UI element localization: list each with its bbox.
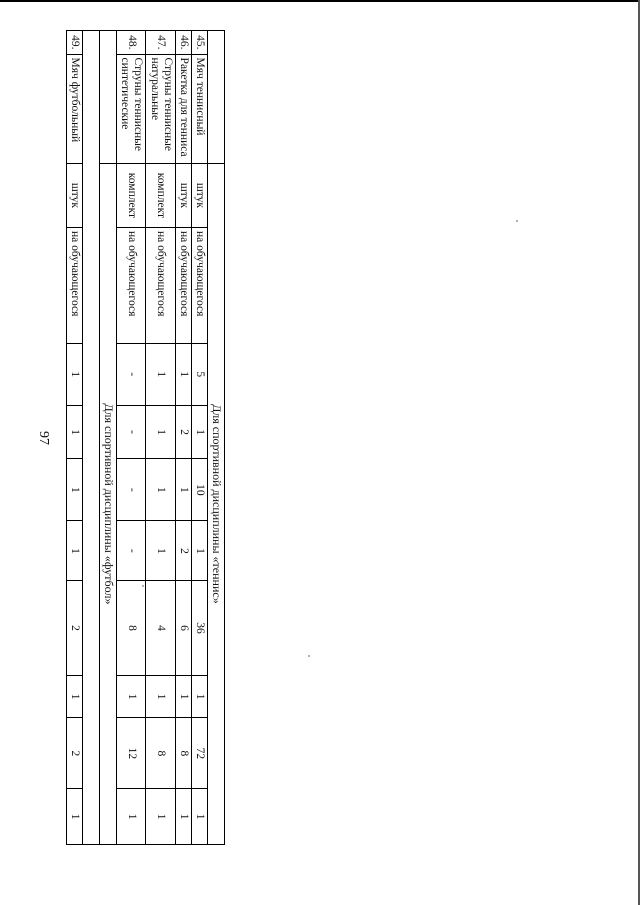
row-number: 47. (146, 31, 175, 55)
unit-cell: штук (175, 163, 191, 227)
value-cell: 1 (66, 521, 82, 581)
table-row (116, 31, 145, 845)
basis-cell: на обучающегося (146, 228, 175, 344)
top-border-line (0, 0, 640, 2)
blank-cell (208, 31, 225, 164)
row-number: 49. (66, 31, 82, 55)
section-header-row (208, 31, 225, 845)
section-header-row (100, 31, 117, 845)
basis-cell: на обучающегося (175, 228, 191, 344)
value-cell: - (116, 343, 145, 405)
value-cell: 36 (191, 581, 207, 675)
value-cell: 1 (146, 343, 175, 405)
value-cell: 1 (66, 675, 82, 718)
table-row (146, 31, 175, 845)
spacer-cell (83, 31, 100, 845)
item-name: Мяч теннисный (191, 54, 207, 163)
value-cell: 8 (116, 581, 145, 675)
basis-cell: на обучающегося (66, 228, 82, 344)
row-number: 46. (175, 31, 191, 55)
value-cell: 2 (66, 718, 82, 789)
value-cell: 1 (146, 521, 175, 581)
value-cell: 1 (116, 789, 145, 845)
scan-speck (308, 655, 310, 657)
value-cell: 5 (191, 343, 207, 405)
item-name: Мяч футбольный (66, 54, 82, 163)
page-number: 97 (36, 431, 51, 445)
value-cell: 1 (175, 675, 191, 718)
item-name: Струны теннисные синтетические (116, 54, 145, 163)
value-cell: 8 (146, 718, 175, 789)
value-cell: 1 (175, 343, 191, 405)
value-cell: 1 (116, 675, 145, 718)
item-name: Ракетка для тенниса (175, 54, 191, 163)
unit-cell: штук (66, 163, 82, 227)
section-title-tennis: Для спортивной дисциплины «теннис» (208, 163, 225, 844)
value-cell: 1 (66, 343, 82, 405)
value-cell: 1 (146, 789, 175, 845)
value-cell: 1 (175, 459, 191, 521)
row-number: 48. (116, 31, 145, 55)
basis-cell: на обучающегося (191, 228, 207, 344)
unit-cell: комплект (116, 163, 145, 227)
table-row (191, 31, 207, 845)
unit-cell: штук (191, 163, 207, 227)
spacer-row (83, 31, 100, 845)
value-cell: - (116, 521, 145, 581)
value-cell: 1 (175, 789, 191, 845)
value-cell: 1 (191, 405, 207, 459)
value-cell: 1 (146, 405, 175, 459)
value-cell: 1 (146, 675, 175, 718)
equipment-table (66, 30, 225, 845)
row-number: 45. (191, 31, 207, 55)
value-cell: - (116, 405, 145, 459)
value-cell: 1 (191, 521, 207, 581)
unit-cell: комплект (146, 163, 175, 227)
value-cell: 4 (146, 581, 175, 675)
table-row (66, 31, 82, 845)
value-cell: 1 (66, 459, 82, 521)
value-cell: 6 (175, 581, 191, 675)
value-cell: 8 (175, 718, 191, 789)
value-cell: 2 (175, 521, 191, 581)
value-cell: 1 (66, 405, 82, 459)
basis-cell: на обучающегося (116, 228, 145, 344)
item-name: Струны теннисные натуральные (146, 54, 175, 163)
scan-speck (516, 220, 518, 222)
value-cell: 10 (191, 459, 207, 521)
value-cell: 1 (66, 789, 82, 845)
value-cell: 12 (116, 718, 145, 789)
value-cell: 2 (66, 581, 82, 675)
value-cell: 1 (146, 459, 175, 521)
blank-cell (100, 31, 117, 164)
value-cell: 1 (191, 789, 207, 845)
value-cell: 72 (191, 718, 207, 789)
rotated-page-content (69, 30, 224, 845)
scan-speck (142, 585, 144, 587)
value-cell: 2 (175, 405, 191, 459)
table-row (175, 31, 191, 845)
value-cell: 1 (191, 675, 207, 718)
value-cell: - (116, 459, 145, 521)
section-title-football: Для спортивной дисциплины «футбол» (100, 163, 117, 844)
